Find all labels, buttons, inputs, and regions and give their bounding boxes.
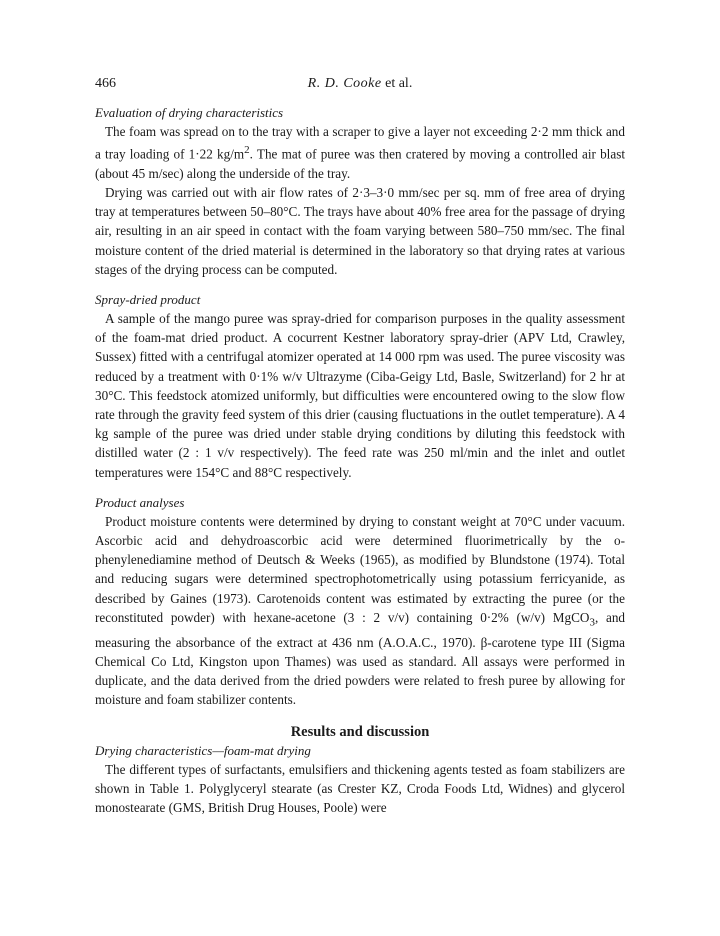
subheading-evaluation: Evaluation of drying characteristics [95,105,284,120]
running-authors [95,76,625,92]
text-run: , and measuring the absorbance of the extract at 436 nm (A.O.A.C., 1970). β-carotene type III (Sigma Chemical Co Ltd, Kingston upon Thames) was used as standard. All assays were performed in duplicate, and the data derived from the dried powders were related to fresh puree by allowing for moisture and foam stabilizer contents. [95,609,626,708]
paragraph-results: The different types of surfactants, emulsifiers and thickening agents tested as foam stabilizers are shown in Table 1. Polyglyceryl stearate (as Crester KZ, Croda Foods Ltd, Widnes) and glycerol monostearate (GMS, British Drug Houses, Poole) were [95,761,625,815]
text-run: . The mat of puree was then cratered by moving a controlled air blast (about 45 m/sec) along the underside of the tray. [95,146,625,181]
subheading-drying-characteristics: Drying characteristics—foam-mat drying [95,742,311,758]
paragraph-product-analyses [95,512,625,710]
superscript: 2 [244,144,250,157]
page-number: 466 [95,76,116,91]
article-body [95,104,625,817]
subscript: 3 [589,616,595,629]
subheading-spray-dried: Spray-dried product [95,292,201,308]
paragraph-foam-spread [95,122,625,183]
text-run: The foam was spread on to the tray with a scraper to give a layer not exceeding 2·2 mm thick and a tray loading of 1·22 kg/m [95,124,625,162]
section-title-results: Results and discussion [290,723,430,740]
paragraph-spray-dried: A sample of the mango puree was spray-dried for comparison purposes in the quality assessment of the foam-mat dried product. A cocurrent Kestner laboratory spray-drier (APV Ltd, Crawley, Sussex) fitted with a centrifugal atomizer operated at 14 000 rpm was used. The puree viscosity was reduced by a treatment with 0·1% w/v Ultrazyme (Ciba-Geigy Ltd, Basle, Switzerland) for 2 hr at 30°C. This feedstock atomized uniformly, but difficulties were encountered owing to the slow flow rate through the gravity feed system of this drier (causing fluctuations in the outlet temperature). A 4 kg sample of the puree was dried under stable drying conditions by diluting this feedstock with distilled water (2 : 1 v/v respectively). The feed rate was 250 ml/min and the inlet and outlet temperatures were 154°C and 88°C respectively. [95,311,625,480]
running-header [95,76,625,96]
paragraph-drying-conditions: Drying was carried out with air flow rates of 2·3–3·0 mm/sec per sq. mm of free area of drying tray at temperatures between 50–80°C. The trays have about 40% free area for the passage of drying air, resulting in an air speed in contact with the foam varying between 580–750 mm/sec. The final moisture content of the dried material is determined in the laboratory so that drying rates at various stages of the drying process can be computed. [95,185,625,277]
et-al: et al. [385,76,413,91]
text-run: Product moisture contents were determined by drying to constant weight at 70°C under vacuum. Ascorbic acid and dehydroascorbic acid were determined fluorimetrically by the o-phenylenediamine method of Deutsch & Weeks (1965), as modified by Blundstone (1974). Total and reducing sugars were determined spectrophotometrically using potassium ferricyanide, as described by Gaines (1973). Carotenoids content was estimated by extracting the puree (or the reconstituted powder) with hexane-acetone (3 : 2 v/v) containing 0·2% (w/v) MgCO [95,513,625,625]
author-names: R. D. Cooke [307,76,382,91]
subheading-product-analyses: Product analyses [95,494,185,510]
